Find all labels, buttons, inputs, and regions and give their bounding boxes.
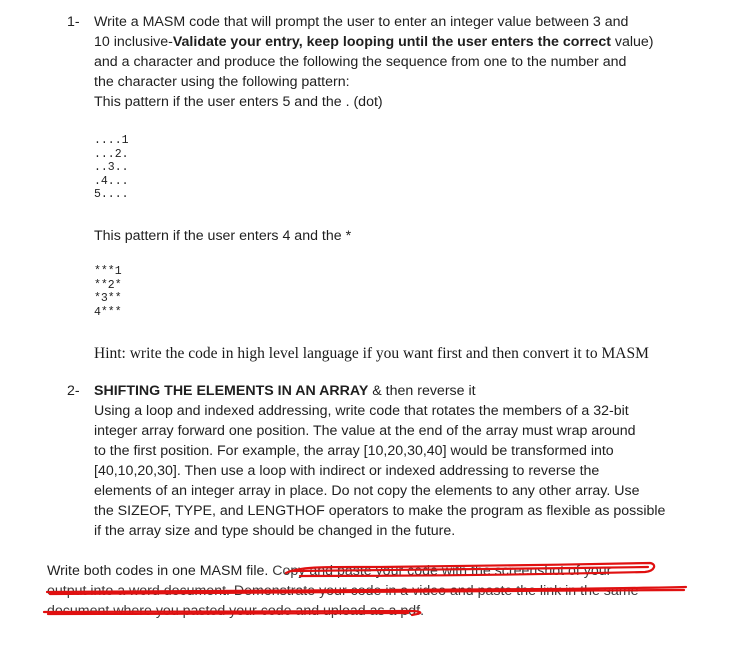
footer-line-3: document where you pasted your code and upload as a pdf. <box>47 603 425 619</box>
star-pattern: ***1 **2* *3** 4*** <box>94 265 122 319</box>
q1-line-2-bold: Validate your entry, keep looping until the user enters the correct <box>172 34 611 50</box>
q1-line-4: the character using the following pattern: <box>94 74 350 90</box>
q1-line-2a: 10 inclusive- <box>94 34 173 50</box>
q2-title <box>94 382 476 400</box>
q2-line-4: [40,10,20,30]. Then use a loop with indirect or indexed addressing to reverse the <box>94 463 600 479</box>
q1-line-2c: value) <box>610 34 654 50</box>
q1-line-2 <box>94 33 654 51</box>
hint-text: Hint: write the code in high level language if you want first and then convert it to MASM <box>94 345 649 362</box>
q1-line-6: This pattern if the user enters 4 and the * <box>94 228 352 244</box>
q2-line-7: if the array size and type should be changed in the future. <box>94 523 456 539</box>
footer-line-1 <box>47 562 611 580</box>
q2-line-2: integer array forward one position. The value at the end of the array must wrap around <box>94 423 636 439</box>
q1-line-5: This pattern if the user enters 5 and the . (dot) <box>94 94 383 110</box>
q2-title-bold: SHIFTING THE ELEMENTS IN AN ARRAY <box>94 383 369 399</box>
q2-number: 2- <box>67 383 80 399</box>
footer-line-1a: Write both codes in one MASM file. <box>47 563 269 579</box>
q1-number: 1- <box>67 14 80 30</box>
q2-line-6: the SIZEOF, TYPE, and LENGTHOF operators to make the program as flexible as possible <box>94 503 666 519</box>
q2-line-1: Using a loop and indexed addressing, write code that rotates the members of a 32-bit <box>94 403 629 419</box>
q2-line-3: to the first position. For example, the array [10,20,30,40] would be transformed into <box>94 443 614 459</box>
footer-line-2: output into a word document. Demonstrate your code in a video and paste the link in the same <box>47 583 639 599</box>
q1-line-1: Write a MASM code that will prompt the user to enter an integer value between 3 and <box>94 14 629 30</box>
q2-title-rest: & then reverse it <box>368 383 476 399</box>
dot-pattern: ....1 ...2. ..3.. .4... 5.... <box>94 134 129 201</box>
footer-line-1b: Copy and paste your code with the screenshot of your <box>268 563 612 579</box>
q2-line-5: elements of an integer array in place. Do not copy the elements to any other array. Use <box>94 483 640 499</box>
q1-line-3: and a character and produce the following the sequence from one to the number and <box>94 54 627 70</box>
